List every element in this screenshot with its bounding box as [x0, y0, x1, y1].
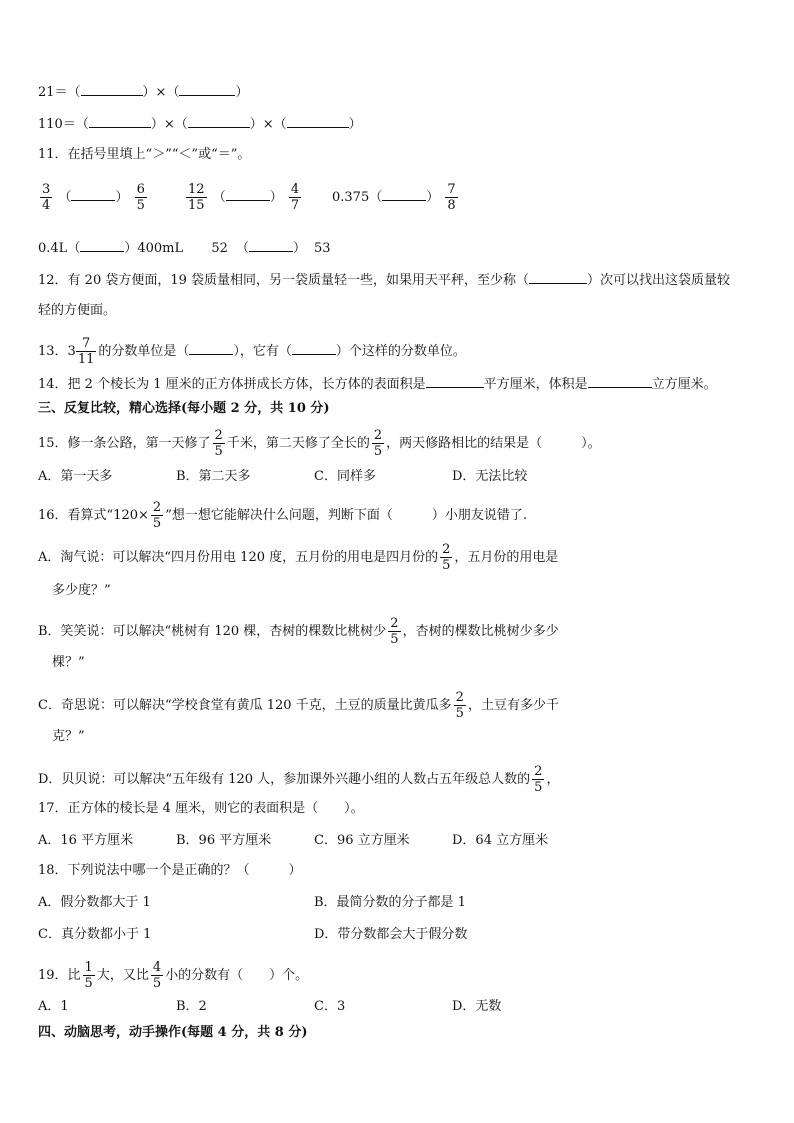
answer-blank[interactable]	[249, 238, 293, 252]
close-paren: ）	[292, 241, 306, 256]
factor-prefix: 21＝（	[38, 85, 81, 100]
fraction: $\frac{2}{5}$	[534, 764, 543, 795]
answer-blank[interactable]	[89, 114, 151, 128]
fraction: $\frac{2}{5}$	[214, 428, 223, 459]
q19-option-d[interactable]: D．无数	[452, 999, 502, 1014]
answer-blank[interactable]	[189, 341, 233, 355]
decimal-value: 0.375	[332, 190, 370, 205]
option-text: ，	[546, 772, 560, 787]
close-paren: ）	[269, 190, 283, 205]
number-right: 53	[313, 241, 331, 256]
fraction: $\frac{6}{5}$	[136, 182, 145, 213]
q15-option-a[interactable]: A．第一天多	[38, 469, 113, 484]
open-paren: （	[67, 241, 81, 256]
answer-blank[interactable]	[188, 114, 250, 128]
answer-blank[interactable]	[426, 374, 484, 388]
q15-text: ，两天修路相比的结果是（ ）。	[386, 436, 601, 451]
fraction: $\frac{2}{5}$	[390, 616, 399, 647]
fraction: $\frac{4}{5}$	[152, 960, 162, 991]
number-left: 52	[211, 241, 228, 256]
q17-stem: 17．正方体的棱长是 4 厘米，则它的表面积是（ ）。	[38, 801, 364, 816]
q13-text: ）个这样的分数单位。	[335, 344, 466, 359]
close-paren: ）	[115, 190, 129, 205]
q15-text: 15．修一条公路，第一天修了	[38, 436, 211, 451]
q17-option-b[interactable]: B．96 平方厘米	[176, 833, 272, 848]
q13-text: 的分数单位是（	[98, 344, 190, 359]
q17-option-c[interactable]: C．96 立方厘米	[314, 833, 410, 848]
option-text: ，土豆有多少千	[467, 698, 559, 713]
q16-option-b-cont: 棵？”	[52, 655, 85, 670]
q17-option-d[interactable]: D．64 立方厘米	[452, 833, 549, 848]
q19-option-b[interactable]: B．2	[176, 999, 207, 1014]
option-text: ，杏树的棵数比桃树少多少	[402, 624, 559, 639]
q11-row1	[38, 182, 149, 213]
q13-number: 13．	[38, 344, 68, 359]
q16-text: ”想一想它能解决什么问题，判断下面（ ）小朋友说错了.	[165, 508, 527, 523]
fraction: $\frac{2}{5}$	[442, 542, 451, 573]
fraction: $\frac{3}{4}$	[42, 182, 51, 213]
q18-option-d[interactable]: D．带分数都会大于假分数	[314, 927, 468, 942]
q11-row1-right	[332, 182, 460, 213]
answer-blank[interactable]	[71, 187, 115, 201]
q17-option-a[interactable]: A．16 平方厘米	[38, 833, 134, 848]
option-text: ，五月份的用电是	[454, 550, 559, 565]
open-paren: （	[369, 190, 383, 205]
factor-line-110	[38, 114, 362, 134]
fraction: $\frac{7}{8}$	[447, 182, 456, 213]
open-paren: （	[212, 190, 226, 205]
q16-stem	[38, 500, 527, 531]
answer-blank[interactable]	[529, 270, 587, 284]
q15-stem	[38, 428, 601, 459]
q18-option-a[interactable]: A．假分数都大于 1	[38, 895, 151, 910]
close-paren: ）	[235, 85, 249, 100]
answer-blank[interactable]	[588, 374, 652, 388]
q16-option-c[interactable]	[38, 690, 559, 721]
q13-text: ），它有（	[233, 344, 292, 359]
q19-text: 小的分数有（ ）个。	[165, 968, 309, 983]
close-paren: ）	[426, 190, 440, 205]
option-text: A．淘气说：可以解决“四月份用电 120 度，五月份的用电是四月份的	[38, 550, 439, 565]
close-paren: ）	[348, 117, 362, 132]
fraction: $\frac{2}{5}$	[152, 500, 162, 531]
option-text: B．笑笑说：可以解决“桃树有 120 棵，杏树的棵数比桃树少	[38, 624, 387, 639]
fraction: $\frac{12}{15}$	[188, 182, 205, 213]
volume-left: 0.4L	[38, 241, 68, 256]
q16-option-d[interactable]	[38, 764, 559, 795]
q12-text: ）次可以找出这袋质量较	[587, 273, 731, 288]
q14-text: 平方厘米，体积是	[483, 377, 588, 392]
answer-blank[interactable]	[287, 114, 349, 128]
option-text: C．奇思说：可以解决“学校食堂有黄瓜 120 千克，土豆的质量比黄瓜多	[38, 698, 452, 713]
q11-row1-mid	[184, 182, 303, 213]
q13-line	[38, 336, 466, 367]
answer-blank[interactable]	[226, 187, 270, 201]
q15-option-c[interactable]: C．同样多	[314, 469, 376, 484]
answer-blank[interactable]	[179, 82, 235, 96]
times-sign: ）×（	[142, 85, 180, 100]
q16-option-a[interactable]	[38, 542, 558, 573]
section-four-heading: 四、动脑思考，动手操作(每题 4 分，共 8 分)	[38, 1025, 308, 1040]
q19-option-c[interactable]: C．3	[314, 999, 346, 1014]
q19-stem	[38, 960, 308, 991]
q19-option-a[interactable]: A．1	[38, 999, 69, 1014]
factor-line-21	[38, 82, 248, 102]
q16-text: 16．看算式“120×	[38, 508, 149, 523]
answer-blank[interactable]	[292, 341, 336, 355]
answer-blank[interactable]	[80, 238, 124, 252]
volume-right: 400mL	[137, 241, 184, 256]
q14-text: 立方厘米。	[651, 377, 717, 392]
q18-option-c[interactable]: C．真分数都小于 1	[38, 927, 152, 942]
q11-row2	[38, 238, 331, 258]
q12-line1	[38, 270, 730, 290]
fraction: $\frac{4}{7}$	[290, 182, 300, 213]
q15-option-d[interactable]: D．无法比较	[452, 469, 528, 484]
close-paren: ）	[124, 241, 138, 256]
q16-option-c-cont: 克？”	[52, 729, 85, 744]
q12-text: 12．有 20 袋方便面，19 袋质量相同，另一袋质量轻一些，如果用天平秤，至少称（	[38, 273, 530, 288]
answer-blank[interactable]	[382, 187, 426, 201]
q19-text: 大，又比	[96, 968, 149, 983]
q12-line2: 轻的方便面。	[38, 303, 117, 318]
q14-text: 14．把 2 个棱长为 1 厘米的正方体拼成长方体，长方体的表面积是	[38, 377, 426, 392]
q14-line	[38, 374, 717, 394]
q18-option-b[interactable]: B．最简分数的分子都是 1	[314, 895, 466, 910]
option-text: D．贝贝说：可以解决“五年级有 120 人，参加课外兴趣小组的人数占五年级总人数的	[38, 772, 531, 787]
fraction: $\frac{1}{5}$	[84, 960, 93, 991]
section-three-heading: 三、反复比较，精心选择(每小题 2 分，共 10 分)	[38, 401, 330, 416]
q11-stem: 11．在括号里填上“＞”“＜”或“＝”。	[38, 147, 251, 162]
q15-text: 千米，第二天修了全长的	[226, 436, 370, 451]
times-sign: ）×（	[249, 117, 287, 132]
q19-text: 19．比	[38, 968, 81, 983]
fraction: $\frac{2}{5}$	[373, 428, 383, 459]
answer-blank[interactable]	[81, 82, 143, 96]
q15-option-b[interactable]: B．第二天多	[176, 469, 251, 484]
q18-stem: 18．下列说法中哪一个是正确的？（ ）	[38, 863, 302, 878]
q16-option-a-cont: 多少度？”	[52, 583, 111, 598]
fraction: $\frac{2}{5}$	[455, 690, 464, 721]
mixed-number: 3 $\frac{7}{11}$	[67, 336, 95, 367]
open-paren: （	[235, 241, 249, 256]
q16-option-b[interactable]	[38, 616, 559, 647]
factor-prefix: 110＝（	[38, 117, 89, 132]
times-sign: ）×（	[150, 117, 188, 132]
open-paren: （	[58, 190, 72, 205]
